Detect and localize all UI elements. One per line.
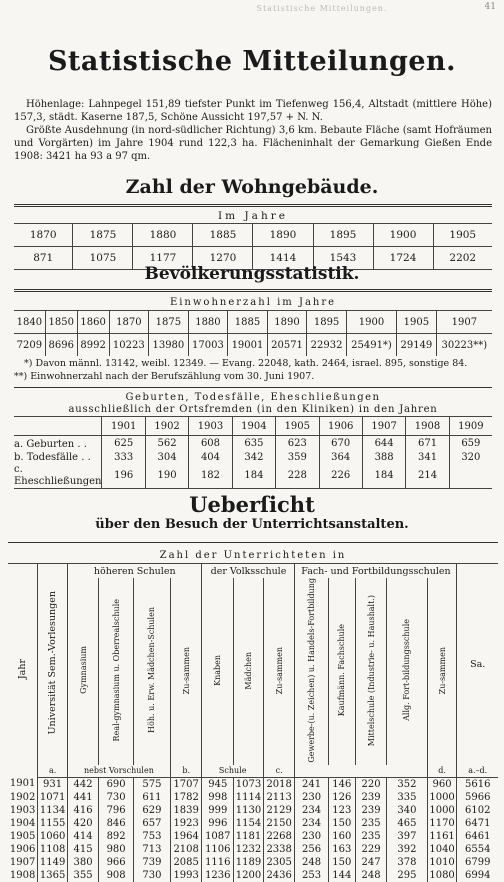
- heading-wohngebaeude: Zahl der Wohngebäude.: [125, 176, 379, 198]
- value-cell: 1000: [427, 791, 457, 804]
- col-note: Schule: [202, 765, 263, 778]
- table-caption: Zahl der Unterrichteten in: [8, 548, 498, 564]
- value-cell: 397: [387, 830, 428, 843]
- table-row: [8, 843, 498, 856]
- value-cell: 1232: [234, 843, 264, 856]
- year-cell: 1901: [102, 417, 145, 436]
- year-cell: 1907: [362, 417, 405, 436]
- heading-uebersicht: Ueberſicht: [189, 492, 315, 517]
- value-cell: 335: [387, 791, 428, 804]
- year-cell: 1902: [9, 791, 36, 803]
- value-cell: 420: [67, 817, 98, 830]
- year-cell: 1850: [45, 311, 77, 334]
- vheader: Mädchen: [243, 651, 253, 690]
- value-cell: 1236: [202, 869, 234, 882]
- value-cell: 1130: [234, 804, 264, 817]
- value-cell: 247: [356, 856, 387, 869]
- value-cell: 6471: [457, 817, 498, 830]
- vheader: Universität Sem.-Vorlesungen: [47, 591, 59, 735]
- vheader: Real-gymnasium u. Oberrealschule: [111, 599, 121, 742]
- table-row: [8, 869, 498, 882]
- value-cell: 378: [387, 856, 428, 869]
- value-cell: 388: [362, 452, 405, 464]
- value-cell: 671: [406, 436, 449, 452]
- value-cell: 1106: [202, 843, 234, 856]
- value-cell: 1414: [253, 247, 313, 270]
- value-cell: 629: [134, 804, 171, 817]
- year-cell: 1880: [188, 311, 228, 334]
- value-cell: 1075: [73, 247, 133, 270]
- year-cell: 1875: [149, 311, 189, 334]
- year-cell: 1903: [189, 417, 232, 436]
- value-cell: 6554: [457, 843, 498, 856]
- page-title: Statistische Mitteilungen.: [47, 46, 457, 77]
- value-cell: 1114: [234, 791, 264, 804]
- value-cell: 295: [387, 869, 428, 882]
- year-cell: 1890: [267, 311, 307, 334]
- year-cell: 1903: [9, 804, 36, 816]
- value-cell: 945: [202, 777, 234, 791]
- value-cell: 355: [67, 869, 98, 882]
- value-cell: 1177: [133, 247, 193, 270]
- footnote: **) Einwohnerzahl nach der Berufszählung vom 30. Juni 1907.: [14, 371, 315, 382]
- value-cell: 5966: [457, 791, 498, 804]
- value-cell: 998: [202, 791, 234, 804]
- value-cell: 1964: [170, 830, 202, 843]
- value-cell: 414: [67, 830, 98, 843]
- table-row: [8, 791, 498, 804]
- value-cell: 364: [319, 452, 362, 464]
- value-cell: 10223: [109, 334, 149, 357]
- value-cell: 730: [99, 791, 134, 804]
- value-cell: 248: [356, 869, 387, 882]
- year-cell: 1908: [406, 417, 449, 436]
- year-cell: 1895: [313, 224, 373, 247]
- vheader: Gymnasium: [78, 646, 88, 695]
- value-cell: 846: [99, 817, 134, 830]
- value-cell: 253: [295, 869, 328, 882]
- divider: [8, 542, 498, 543]
- divider: [14, 387, 492, 388]
- value-cell: 635: [232, 436, 275, 452]
- value-cell: 320: [449, 452, 492, 464]
- value-cell: 625: [102, 436, 145, 452]
- value-cell: 608: [189, 436, 232, 452]
- table-row: [8, 856, 498, 869]
- value-cell: 2305: [263, 856, 295, 869]
- row-label: b. Todesfälle . .: [14, 451, 91, 463]
- value-cell: 22932: [307, 334, 347, 357]
- value-cell: 234: [295, 804, 328, 817]
- divider: [14, 289, 492, 292]
- value-cell: 1707: [170, 777, 202, 791]
- year-cell: 1890: [253, 224, 313, 247]
- vheader: Zu-sammen: [437, 646, 447, 694]
- divider: [14, 204, 492, 207]
- year-cell: 1905: [433, 224, 492, 247]
- value-cell: 739: [134, 856, 171, 869]
- col-letter: a.–d.: [457, 765, 498, 778]
- vheader: Höh. u. Erw. Mädchen-Schulen: [147, 607, 157, 734]
- value-cell: 2108: [170, 843, 202, 856]
- value-cell: 2129: [263, 804, 295, 817]
- value-cell: 1923: [170, 817, 202, 830]
- year-cell: 1906: [319, 417, 362, 436]
- year-cell: 1840: [14, 311, 45, 334]
- col-letter: d.: [427, 765, 457, 778]
- value-cell: 126: [328, 791, 355, 804]
- year-cell: 1901: [9, 778, 36, 790]
- value-cell: 1108: [38, 843, 68, 856]
- value-cell: 2150: [263, 817, 295, 830]
- vheader: Kaufmänn. Fachschule: [337, 624, 347, 717]
- value-cell: 5616: [457, 777, 498, 791]
- value-cell: 2202: [433, 247, 492, 270]
- vheader: Mittelschule (Industrie- u. Haushalt.): [366, 594, 376, 746]
- row-label: c. Eheschließungen: [14, 463, 102, 487]
- year-cell: 1870: [14, 224, 73, 247]
- value-cell: 248: [295, 856, 328, 869]
- vheader: Knaben: [213, 654, 223, 686]
- value-cell: 753: [134, 830, 171, 843]
- year-cell: 1900: [373, 224, 433, 247]
- value-cell: 392: [387, 843, 428, 856]
- value-cell: 404: [189, 452, 232, 464]
- value-cell: 234: [295, 817, 328, 830]
- value-cell: [449, 464, 492, 489]
- value-cell: 871: [14, 247, 73, 270]
- value-cell: 657: [134, 817, 171, 830]
- table-geburten: [14, 392, 492, 489]
- col-letter: c.: [263, 765, 295, 778]
- value-cell: 1782: [170, 791, 202, 804]
- value-cell: 359: [276, 452, 319, 464]
- table-unterricht: [8, 548, 498, 882]
- value-cell: 220: [356, 777, 387, 791]
- value-cell: 146: [328, 777, 355, 791]
- value-cell: 235: [356, 830, 387, 843]
- col-note: nebst Vorschulen: [67, 765, 170, 778]
- value-cell: 17003: [188, 334, 228, 357]
- vheader: Zu-sammen: [181, 646, 191, 694]
- value-cell: 226: [319, 464, 362, 489]
- value-cell: 2085: [170, 856, 202, 869]
- value-cell: 659: [449, 436, 492, 452]
- value-cell: 562: [145, 436, 188, 452]
- value-cell: 1993: [170, 869, 202, 882]
- vheader: Allg. Fort-bildungsschule: [402, 619, 412, 722]
- value-cell: 999: [202, 804, 234, 817]
- value-cell: 160: [328, 830, 355, 843]
- value-cell: 30223**): [436, 334, 492, 357]
- value-cell: 980: [99, 843, 134, 856]
- value-cell: 1365: [38, 869, 68, 882]
- value-cell: 342: [232, 452, 275, 464]
- value-cell: 182: [189, 464, 232, 489]
- value-cell: 1000: [427, 804, 457, 817]
- value-cell: 230: [295, 791, 328, 804]
- value-cell: 623: [276, 436, 319, 452]
- value-cell: 1155: [38, 817, 68, 830]
- value-cell: 239: [356, 804, 387, 817]
- value-cell: 333: [102, 452, 145, 464]
- value-cell: 1543: [313, 247, 373, 270]
- value-cell: 1154: [234, 817, 264, 830]
- value-cell: 2113: [263, 791, 295, 804]
- group-fach: Fach- und Fortbildungsschulen: [295, 564, 457, 579]
- value-cell: 892: [99, 830, 134, 843]
- year-cell: 1907: [436, 311, 492, 334]
- value-cell: 713: [134, 843, 171, 856]
- year-cell: 1905: [276, 417, 319, 436]
- value-cell: 196: [102, 464, 145, 489]
- value-cell: 416: [67, 804, 98, 817]
- table-body: [8, 777, 498, 882]
- value-cell: 1116: [202, 856, 234, 869]
- value-cell: 1073: [234, 777, 264, 791]
- table-row: [8, 817, 498, 830]
- value-cell: 214: [406, 464, 449, 489]
- value-cell: 1071: [38, 791, 68, 804]
- year-cell: 1900: [346, 311, 396, 334]
- value-cell: 2268: [263, 830, 295, 843]
- value-cell: 1080: [427, 869, 457, 882]
- value-cell: 1170: [427, 817, 457, 830]
- value-cell: 6102: [457, 804, 498, 817]
- value-cell: 25491*): [346, 334, 396, 357]
- subheading-uebersicht: über den Besuch der Unterrichtsanstalten.: [95, 517, 409, 532]
- value-cell: 239: [356, 791, 387, 804]
- value-cell: 235: [356, 817, 387, 830]
- value-cell: 19001: [228, 334, 268, 357]
- value-cell: 1189: [234, 856, 264, 869]
- heading-bevoelkerung: Bevölkerungsstatistik.: [144, 264, 360, 284]
- table-caption: Einwohnerzahl im Jahre: [169, 297, 337, 308]
- year-cell: 1885: [228, 311, 268, 334]
- value-cell: 8992: [77, 334, 109, 357]
- value-cell: 150: [328, 817, 355, 830]
- value-cell: 1839: [170, 804, 202, 817]
- value-cell: 184: [232, 464, 275, 489]
- table-wohngebaeude: [14, 208, 492, 270]
- value-cell: 7209: [14, 334, 45, 357]
- col-letter: b.: [170, 765, 202, 778]
- value-cell: 163: [328, 843, 355, 856]
- value-cell: 2018: [263, 777, 295, 791]
- intro-ausdehnung: Größte Ausdehnung (in nord-südlicher Richtung) 3,6 km. Bebaute Fläche (samt Hofräumen und Vorgärten) im Jahre 1904 rund 122,3 ha. Flächeninhalt der Gemarkung Gießen Ende 1908: 3421 ha 93 a 97 qm.: [14, 125, 492, 162]
- value-cell: 304: [145, 452, 188, 464]
- year-cell: 1905: [397, 311, 437, 334]
- value-cell: 228: [276, 464, 319, 489]
- intro-hoehenlage: Höhenlage: Lahnpegel 151,89 tiefster Punkt im Tiefenweg 156,4, Altstadt (mittlere Höhe) 157,3, städt. Kaserne 187,5, Schöne Aussicht 197,57 + N. N.: [14, 99, 492, 123]
- table-caption: ausschließlich der Ortsfremden (in den Kliniken) in den Jahren: [68, 404, 438, 415]
- value-cell: 150: [328, 856, 355, 869]
- value-cell: 352: [387, 777, 428, 791]
- year-cell: 1904: [232, 417, 275, 436]
- value-cell: 29149: [397, 334, 437, 357]
- group-volks: der Volksschule: [202, 564, 295, 579]
- value-cell: 670: [319, 436, 362, 452]
- col-sa-header: Sa.: [457, 564, 498, 765]
- value-cell: 966: [99, 856, 134, 869]
- value-cell: 340: [387, 804, 428, 817]
- value-cell: 380: [67, 856, 98, 869]
- value-cell: 229: [356, 843, 387, 856]
- year-cell: 1870: [109, 311, 149, 334]
- value-cell: 1010: [427, 856, 457, 869]
- table-row: [8, 830, 498, 843]
- value-cell: 1060: [38, 830, 68, 843]
- value-cell: 230: [295, 830, 328, 843]
- value-cell: 341: [406, 452, 449, 464]
- value-cell: 1270: [193, 247, 253, 270]
- value-cell: 465: [387, 817, 428, 830]
- value-cell: 2436: [263, 869, 295, 882]
- value-cell: 1161: [427, 830, 457, 843]
- year-cell: 1907: [9, 856, 36, 868]
- value-cell: 690: [99, 777, 134, 791]
- col-letter: a.: [38, 765, 68, 778]
- col-jahr-header: Jahr: [17, 658, 29, 680]
- year-cell: 1880: [133, 224, 193, 247]
- year-cell: 1905: [9, 830, 36, 842]
- row-label: a. Geburten . .: [14, 439, 87, 451]
- value-cell: 644: [362, 436, 405, 452]
- value-cell: 1181: [234, 830, 264, 843]
- year-cell: 1885: [193, 224, 253, 247]
- table-row: [8, 777, 498, 791]
- value-cell: 123: [328, 804, 355, 817]
- page-number: 41: [484, 2, 496, 12]
- value-cell: 908: [99, 869, 134, 882]
- year-cell: 1860: [77, 311, 109, 334]
- group-hoehere: höheren Schulen: [67, 564, 202, 579]
- value-cell: 190: [145, 464, 188, 489]
- value-cell: 730: [134, 869, 171, 882]
- value-cell: 8696: [45, 334, 77, 357]
- value-cell: 611: [134, 791, 171, 804]
- table-row: [8, 804, 498, 817]
- value-cell: 575: [134, 777, 171, 791]
- value-cell: 1134: [38, 804, 68, 817]
- value-cell: 2338: [263, 843, 295, 856]
- value-cell: 6994: [457, 869, 498, 882]
- value-cell: 20571: [267, 334, 307, 357]
- value-cell: 256: [295, 843, 328, 856]
- value-cell: 144: [328, 869, 355, 882]
- table-caption: Geburten, Todesfälle, Eheschließungen: [125, 392, 381, 403]
- year-cell: 1902: [145, 417, 188, 436]
- value-cell: 796: [99, 804, 134, 817]
- value-cell: 1087: [202, 830, 234, 843]
- year-cell: 1908: [9, 869, 36, 881]
- table-caption: Im Jahre: [218, 209, 288, 222]
- running-head: Statistische Mitteilungen.: [256, 4, 388, 13]
- value-cell: 960: [427, 777, 457, 791]
- value-cell: 442: [67, 777, 98, 791]
- value-cell: 13980: [149, 334, 189, 357]
- year-cell: 1909: [449, 417, 492, 436]
- value-cell: 996: [202, 817, 234, 830]
- vheader: Zu-sammen: [274, 646, 284, 694]
- year-cell: 1904: [9, 817, 36, 829]
- year-cell: 1895: [307, 311, 347, 334]
- value-cell: 415: [67, 843, 98, 856]
- value-cell: 184: [362, 464, 405, 489]
- year-cell: 1906: [9, 843, 36, 855]
- value-cell: 6799: [457, 856, 498, 869]
- footnote: *) Davon männl. 13142, weibl. 12349. — Evang. 22048, kath. 2464, israel. 895, sonstige 84.: [24, 358, 468, 369]
- table-bevoelkerung: [14, 295, 492, 356]
- value-cell: 441: [67, 791, 98, 804]
- value-cell: 1149: [38, 856, 68, 869]
- value-cell: 241: [295, 777, 328, 791]
- vheader: Gewerbe-(u. Zeichen) u. Handels-Fortbildung: [307, 578, 317, 763]
- value-cell: 931: [38, 777, 68, 791]
- value-cell: 1040: [427, 843, 457, 856]
- value-cell: 6461: [457, 830, 498, 843]
- year-cell: 1875: [73, 224, 133, 247]
- value-cell: 1200: [234, 869, 264, 882]
- value-cell: 1724: [373, 247, 433, 270]
